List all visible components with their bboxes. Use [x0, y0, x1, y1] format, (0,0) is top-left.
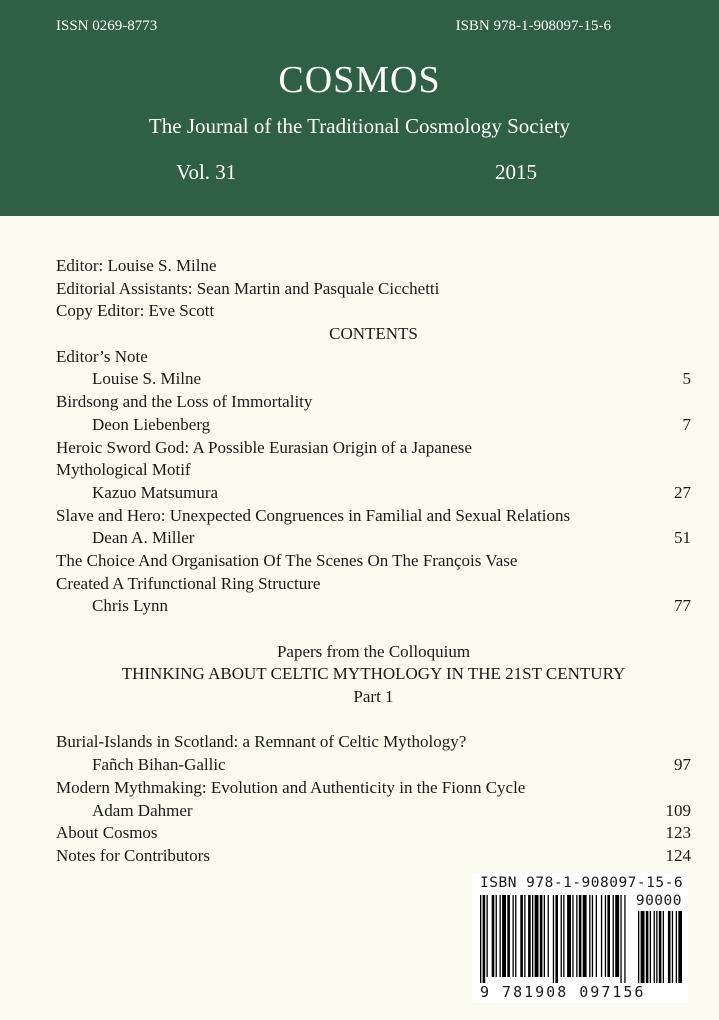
entry-title: Burial-Islands in Scotland: a Remnant of Celtic Mythology?: [56, 732, 467, 752]
colloquium-part: Part 1: [353, 687, 394, 707]
journal-subtitle: The Journal of the Traditional Cosmology Society: [148, 114, 571, 138]
barcode-bar: [601, 895, 602, 977]
barcode-bar: [620, 895, 621, 983]
entry-author: Chris Lynn: [92, 596, 169, 616]
barcode-bar: [524, 895, 525, 977]
barcode-bar: [615, 895, 619, 977]
barcode-addon-bar: [641, 911, 645, 983]
barcode-bar: [513, 895, 514, 977]
journal-title: COSMOS: [278, 59, 441, 101]
barcode-bar: [576, 895, 577, 977]
barcode-bar: [500, 895, 501, 977]
entry-page: 97: [674, 755, 691, 775]
entry-author: Louise S. Milne: [92, 369, 202, 389]
barcode-bar: [535, 895, 539, 977]
entry-title: The Choice And Organisation Of The Scenes On The François Vase: [56, 550, 518, 570]
issn: ISSN 0269-8773: [56, 18, 158, 34]
barcode-digits: 9 781908 097156: [480, 983, 646, 1001]
barcode-bar: [483, 895, 486, 983]
barcode-bar: [607, 895, 610, 977]
entry-author-row: [56, 800, 691, 823]
barcode-bar: [579, 895, 582, 977]
entry-author: Fañch Bihan-Gallic: [92, 755, 226, 775]
contents-page: [56, 255, 691, 868]
back-matter-page: 123: [665, 823, 691, 843]
barcode-bar: [563, 895, 564, 977]
barcode-addon-bar: [676, 911, 677, 983]
barcode-bar: [572, 895, 573, 977]
entry-author-row: [56, 482, 691, 505]
entry-author-row: [56, 754, 691, 777]
barcode-isbn-text: ISBN 978-1-908097-15-6: [480, 875, 684, 891]
barcode-bar: [528, 895, 531, 977]
entry-author-row: [56, 368, 691, 391]
entry-author-row: [56, 414, 691, 437]
barcode-bar: [502, 895, 506, 977]
entry-title: Heroic Sword God: A Possible Eurasian Origin of a Japanese: [56, 437, 472, 457]
barcode-bar: [567, 895, 571, 977]
colloquium-intro: Papers from the Colloquium: [276, 641, 471, 661]
barcode-addon-bar: [650, 911, 651, 983]
entry-title: Slave and Hero: Unexpected Congruences in Familial and Sexual Relations: [56, 505, 571, 525]
entry-page: 109: [665, 800, 691, 820]
entry-author: Adam Dahmer: [92, 800, 193, 820]
entry-author: Deon Liebenberg: [92, 414, 211, 434]
entry-author-row: [56, 595, 691, 618]
barcode-addon-bar: [656, 911, 657, 983]
barcode-addon: 90000: [635, 893, 682, 909]
barcode-bar: [492, 895, 495, 977]
entry-page: 51: [674, 528, 691, 548]
colloquium-title: THINKING ABOUT CELTIC MYTHOLOGY IN THE 21ST CENTURY: [121, 664, 626, 684]
copy-editor-line: Copy Editor: Eve Scott: [56, 301, 215, 321]
entry-author: Kazuo Matsumura: [92, 482, 219, 502]
back-matter-title: About Cosmos: [56, 823, 158, 843]
barcode-addon-bar: [663, 911, 664, 983]
barcode-bar: [480, 895, 481, 983]
barcode-addon-bar: [638, 911, 639, 983]
entry-title: Birdsong and the Loss of Immortality: [56, 392, 313, 412]
entry-title: Modern Mythmaking: Evolution and Authenticity in the Fionn Cycle: [56, 777, 526, 797]
entry-page: 7: [682, 414, 691, 434]
spacer: [56, 709, 691, 732]
contents-heading: CONTENTS: [329, 324, 418, 344]
barcode-bars: [478, 895, 682, 985]
barcode-bar: [520, 895, 523, 977]
barcode-bar: [605, 895, 606, 977]
volume: Vol. 31: [176, 160, 237, 184]
entry-title: Mythological Motif: [56, 460, 191, 480]
barcode-bar: [613, 895, 614, 977]
barcode-addon-bar: [659, 911, 662, 983]
entry-author-row: [56, 527, 691, 550]
barcode-addon-bar: [668, 911, 671, 983]
barcode-bar: [561, 895, 562, 977]
barcode-bar: [555, 895, 558, 983]
editor-line: Editor: Louise S. Milne: [56, 256, 217, 275]
year: 2015: [495, 160, 537, 184]
barcode-bar: [496, 895, 497, 977]
barcode-addon-bar: [646, 911, 649, 983]
barcode-bar: [544, 895, 545, 977]
barcode: [472, 873, 688, 1003]
barcode-bar: [540, 895, 543, 977]
barcode-bar: [515, 895, 516, 977]
assistants-line: Editorial Assistants: Sean Martin and Pasquale Cicchetti: [56, 278, 440, 298]
barcode-bar: [583, 895, 587, 977]
entry-page: 27: [674, 482, 691, 502]
back-matter-page: 124: [665, 845, 691, 865]
barcode-bar: [624, 895, 625, 983]
barcode-bar: [592, 895, 593, 977]
barcode-bar: [487, 895, 488, 977]
cover-header: [0, 0, 719, 216]
barcode-bar: [507, 895, 510, 977]
spacer: [56, 618, 691, 641]
entry-page: 77: [674, 596, 691, 616]
barcode-bar: [548, 895, 549, 977]
barcode-addon-bar: [654, 911, 655, 983]
barcode-bar: [532, 895, 533, 977]
entry-title: Editor’s Note: [56, 346, 148, 366]
entry-author: Dean A. Miller: [92, 528, 195, 548]
isbn: ISBN 978-1-908097-15-6: [455, 18, 611, 34]
barcode-bar: [589, 895, 590, 977]
back-matter-row: [56, 845, 691, 868]
barcode-bar: [596, 895, 597, 977]
barcode-addon-bar: [678, 911, 682, 983]
back-matter-title: Notes for Contributors: [56, 845, 210, 865]
entry-page: 5: [682, 369, 691, 389]
back-matter-row: [56, 822, 691, 845]
barcode-bar: [553, 895, 554, 983]
barcode-addon-bar: [672, 911, 673, 983]
entry-title: Created A Trifunctional Ring Structure: [56, 573, 321, 593]
